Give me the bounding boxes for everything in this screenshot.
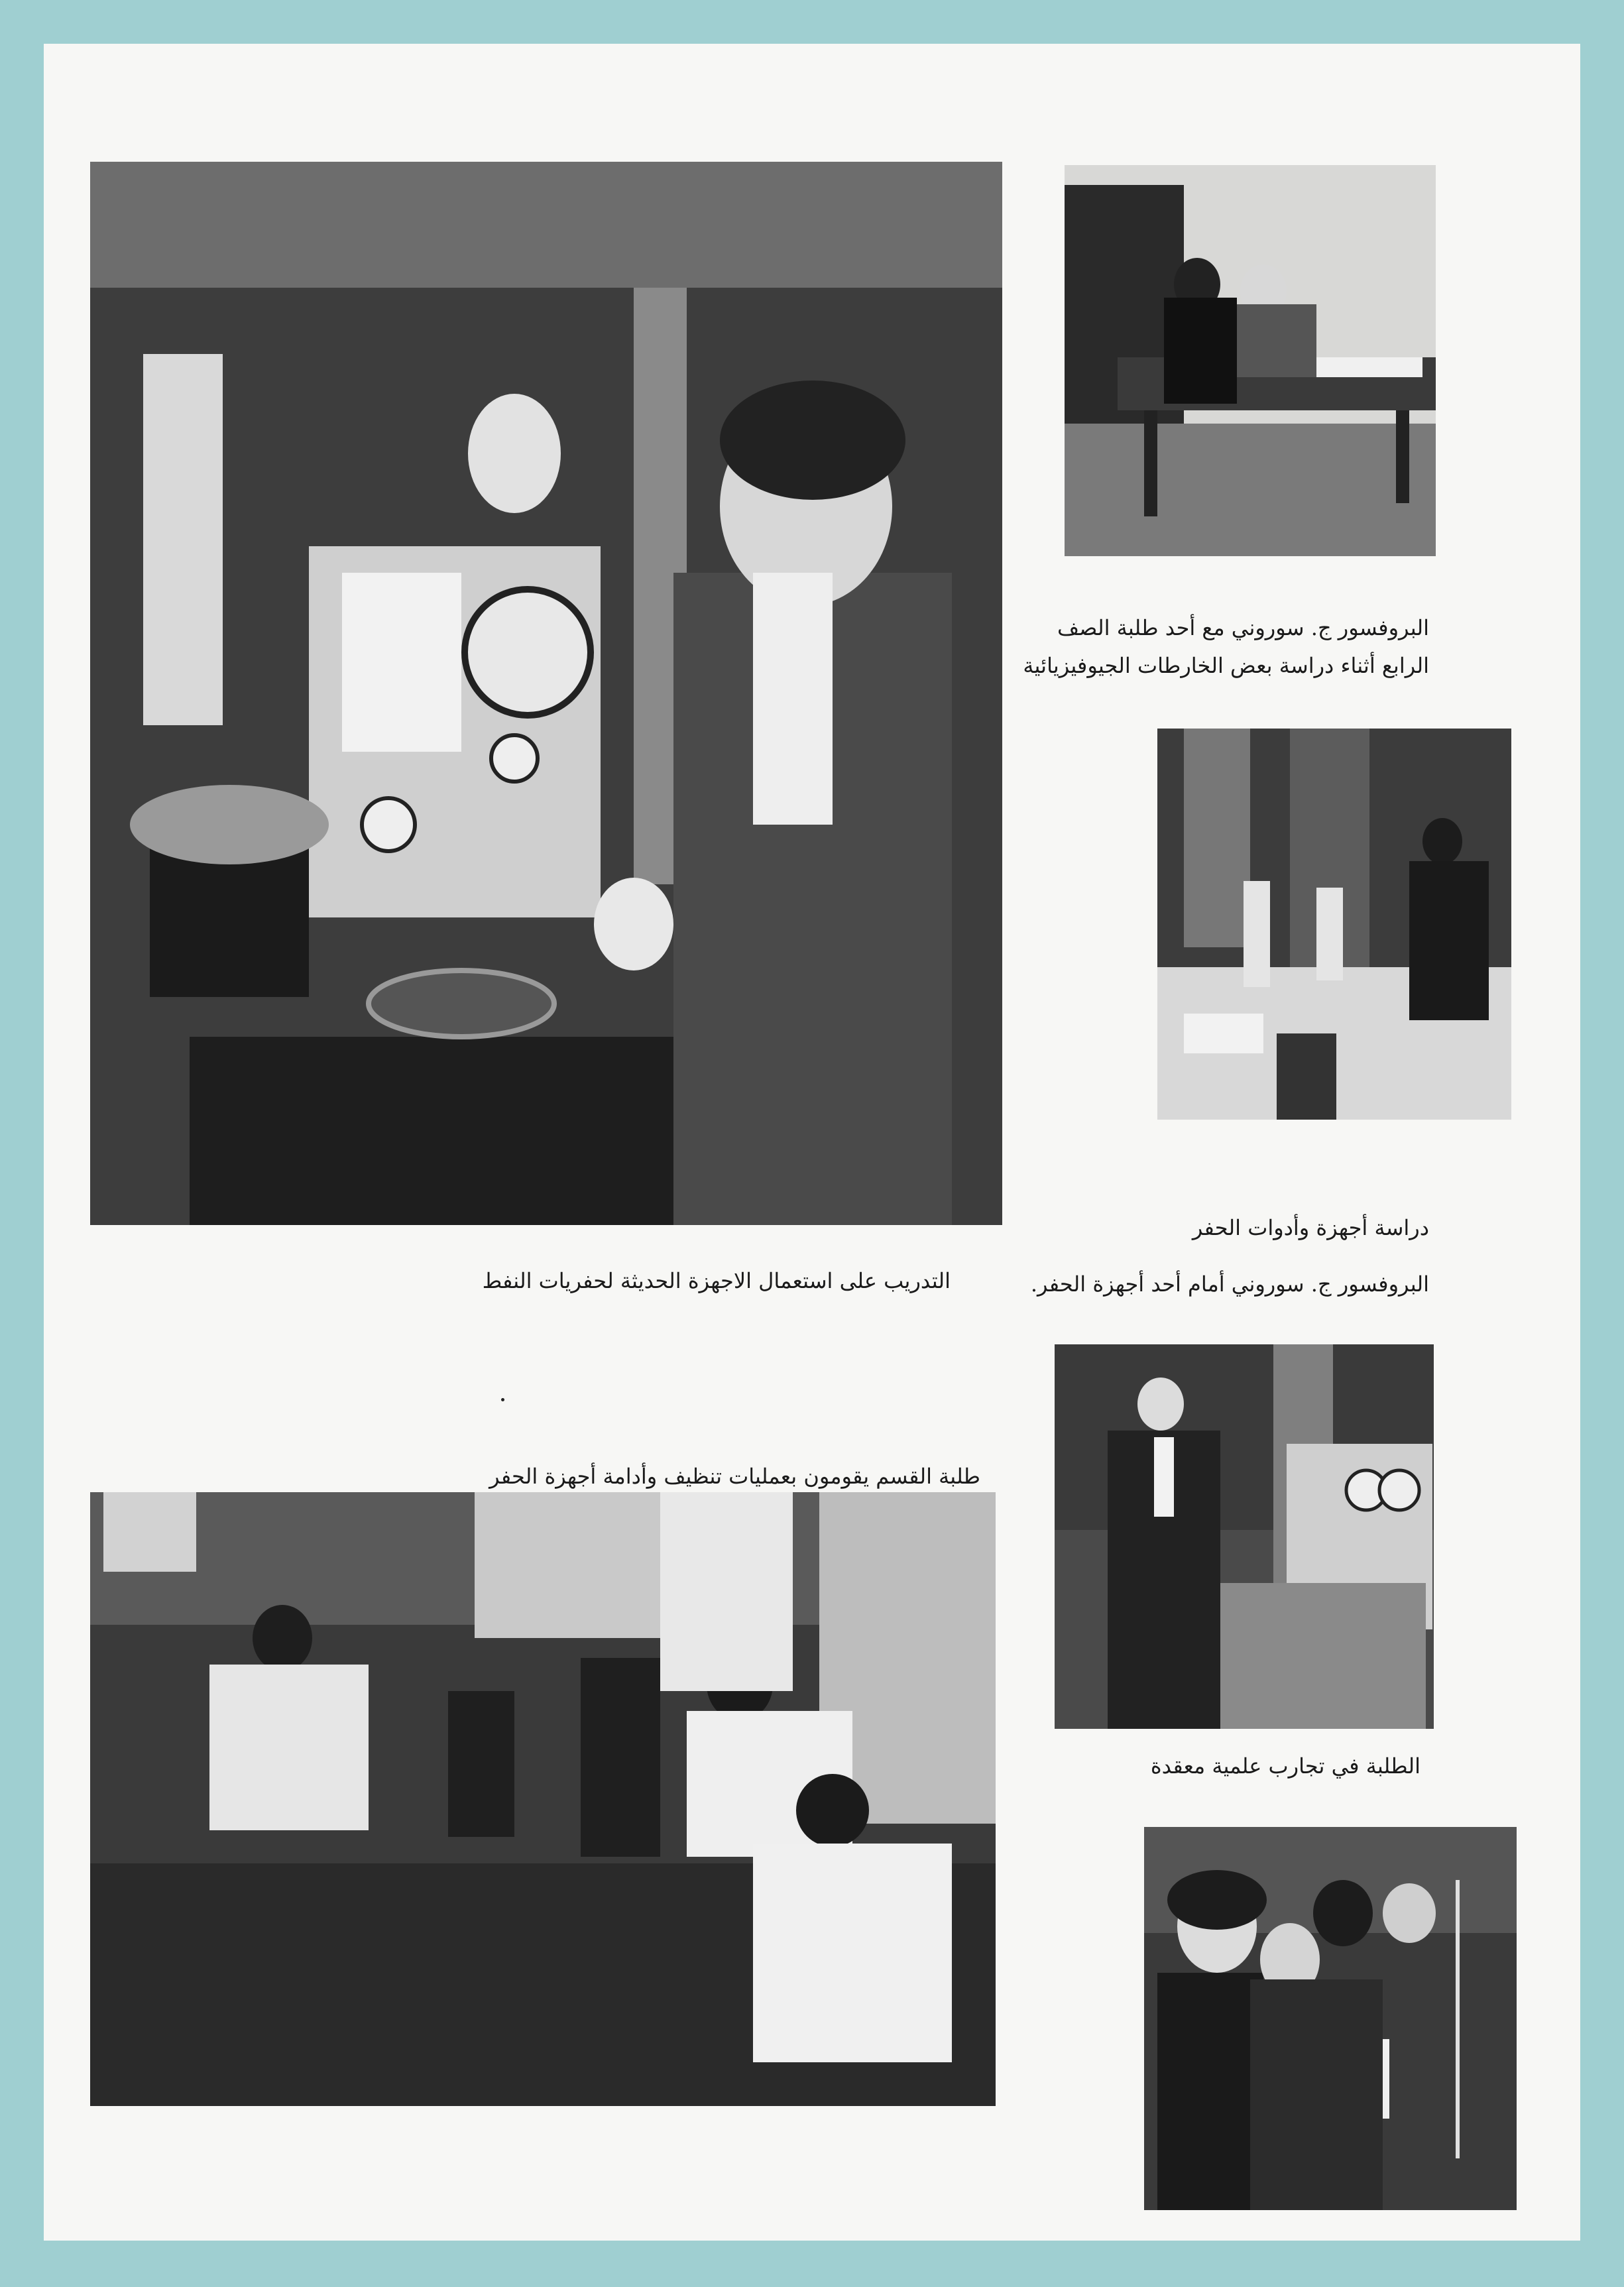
caption-drilling-training: التدريب على استعمال الاجهزة الحديثة لحفريات النفط (482, 1268, 951, 1293)
caption-drilling-tools-line2: البروفسور ج. سوروني أمام أحد أجهزة الحفر. (1030, 1271, 1429, 1297)
stray-dot (501, 1398, 504, 1401)
caption-scientific-experiments: الطلبة في تجارب علمية معقدة (1150, 1753, 1421, 1779)
photo-cleaning-equipment (90, 1492, 996, 2106)
photo-scientific-experiments (1144, 1827, 1517, 2210)
photo-drilling-tools (1157, 729, 1511, 1120)
photo-drilling-training (90, 162, 1002, 1225)
document-page (44, 44, 1580, 2241)
caption-drilling-tools-line1: دراسة أجهزة وأدوات الحفر (1192, 1215, 1429, 1240)
caption-cleaning-equipment: طلبة القسم يقومون بعمليات تنظيف وأدامة أجهزة الحفر (489, 1464, 980, 1489)
photo-professor-rig (1055, 1344, 1434, 1729)
caption-professor-maps-line2: الرابع أثناء دراسة بعض الخارطات الجيوفيزيائية (1023, 653, 1429, 678)
photo-professor-maps (1065, 165, 1436, 556)
caption-professor-maps-line1: البروفسور ج. سوروني مع أحد طلبة الصف (1057, 615, 1429, 640)
